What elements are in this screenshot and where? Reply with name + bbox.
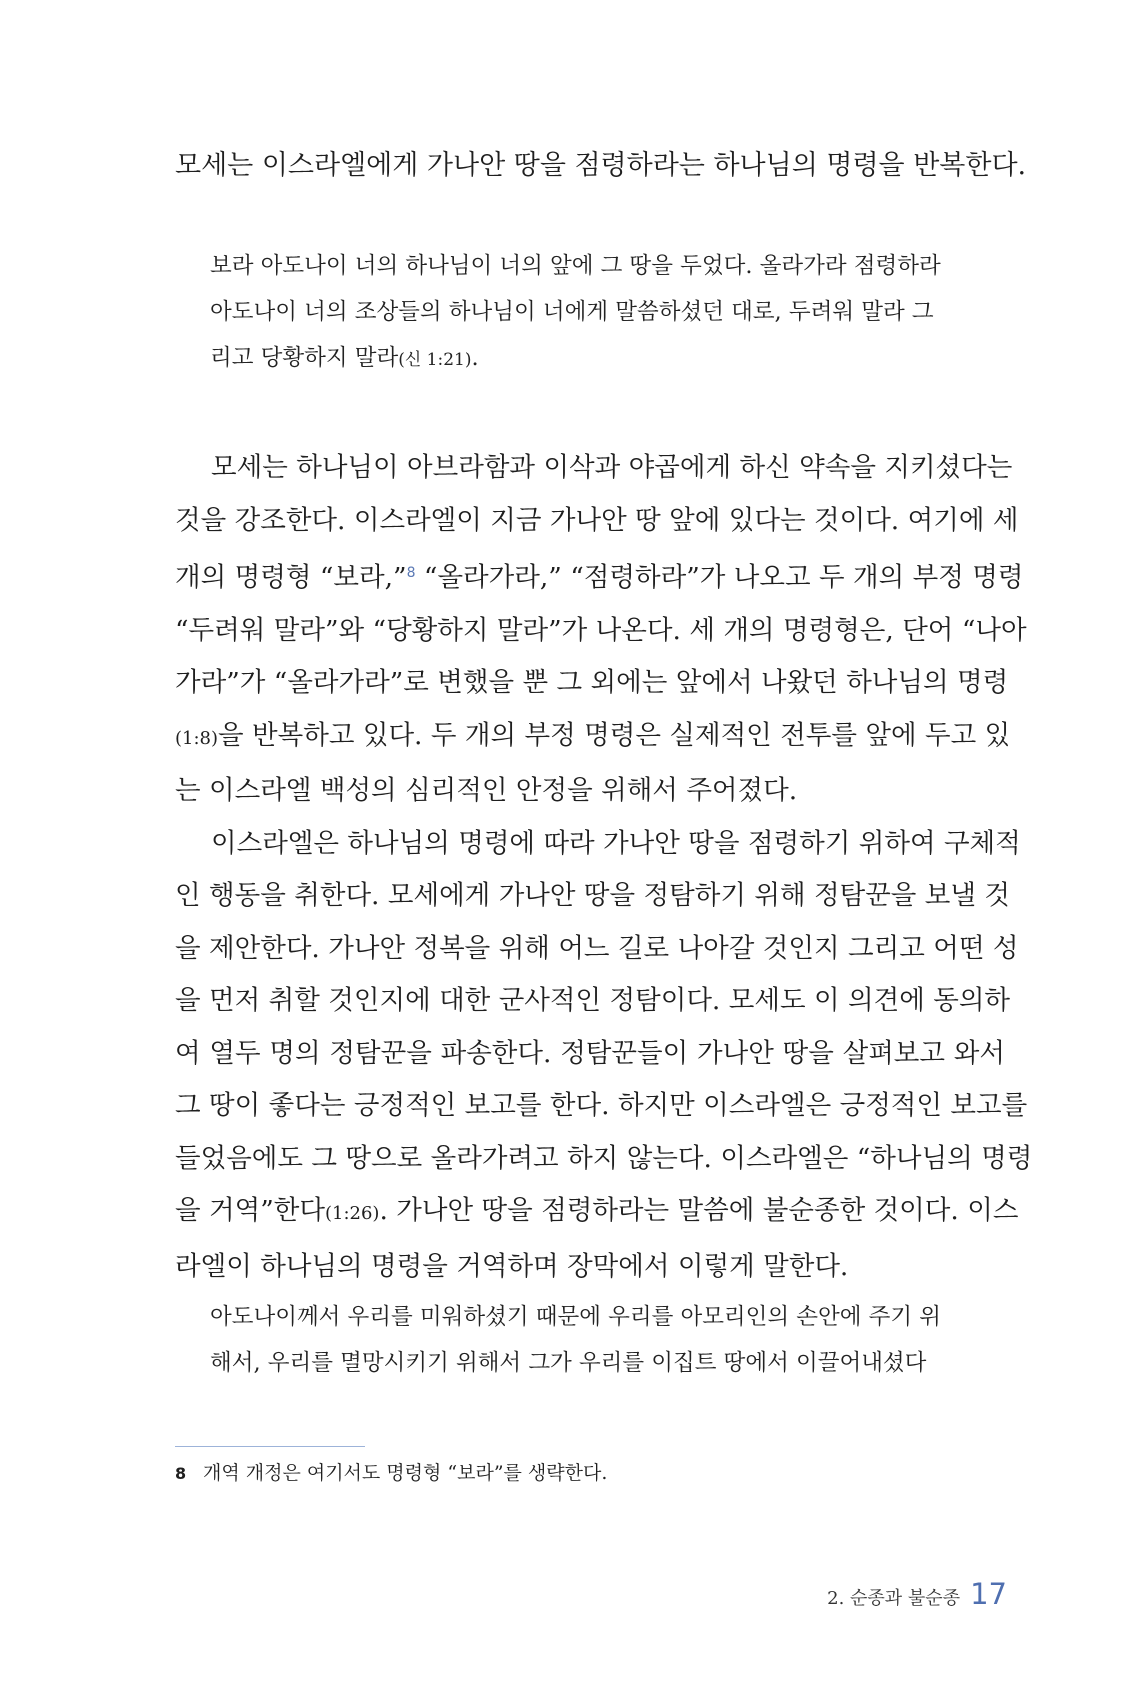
body-line: 들었음에도 그 땅으로 올라가려고 하지 않는다. 이스라엘은 “하나님의 명령: [175, 1142, 1033, 1174]
quote-line: [210, 335, 1000, 383]
intro-paragraph: 모세는 이스라엘에게 가나안 땅을 점령하라는 하나님의 명령을 반복한다.: [175, 150, 1027, 181]
body-line-text: “올라가라,” “점령하라”가 나오고 두 개의 부정 명령: [415, 562, 1024, 593]
body-line: 을 먼저 취할 것인지에 대한 군사적인 정탐이다. 모세도 이 의견에 동의하: [175, 985, 1011, 1016]
body-line: 라엘이 하나님의 명령을 거역하며 장막에서 이렇게 말한다.: [175, 1250, 849, 1282]
body-line: 그 땅이 좋다는 긍정적인 보고를 한다. 하지만 이스라엘은 긍정적인 보고를: [175, 1090, 1028, 1121]
scripture-reference: (신 1:21): [398, 350, 472, 370]
verse-reference: (1:8): [175, 727, 219, 749]
body-line: 모세는 하나님이 아브라함과 이삭과 야곱에게 하신 약속을 지키셨다는: [211, 452, 1013, 483]
page-number: 17: [970, 1577, 1007, 1611]
body-line-text: 을 반복하고 있다. 두 개의 부정 명령은 실제적인 전투를 앞에 두고 있: [218, 719, 1011, 751]
quote-line: 아도나이 너의 조상들의 하나님이 너에게 말씀하셨던 대로, 두려워 말라 그: [210, 299, 934, 325]
footnote-divider: [175, 1446, 365, 1447]
quote-line: 보라 아도나이 너의 하나님이 너의 앞에 그 땅을 두었다. 올라가라 점령하라: [210, 253, 941, 279]
footnote-number: 8: [175, 1464, 187, 1483]
body-line: [175, 547, 1024, 605]
quote-line: 해서, 우리를 멸망시키기 위해서 그가 우리를 이집트 땅에서 이끌어내셨다: [210, 1350, 927, 1376]
body-line: [175, 710, 1011, 766]
body-line-text: 을 거역”한다: [175, 1195, 325, 1226]
verse-reference: (1:26): [324, 1203, 380, 1224]
running-footer: [827, 1577, 1007, 1611]
body-line: “두려워 말라”와 “당황하지 말라”가 나온다. 세 개의 명령형은, 단어 “나아: [175, 614, 1027, 646]
body-line-text: 개의 명령형 “보라,”: [175, 562, 407, 593]
body-text: [175, 442, 1033, 1293]
body-line: 여 열두 명의 정탐꾼을 파송한다. 정탐꾼들이 가나안 땅을 살펴보고 와서: [175, 1037, 1005, 1069]
body-line: 것을 강조한다. 이스라엘이 지금 가나안 땅 앞에 있다는 것이다. 여기에 세: [175, 504, 1019, 536]
body-line: 는 이스라엘 백성의 심리적인 안정을 위해서 주어졌다.: [175, 775, 798, 806]
body-line: 을 제안한다. 가나안 정복을 위해 어느 길로 나아갈 것인지 그리고 어떤 성: [175, 932, 1019, 964]
body-line-text: . 가나안 땅을 점령하라는 말씀에 불순종한 것이다. 이스: [379, 1195, 1019, 1226]
body-line: 이스라엘은 하나님의 명령에 따라 가나안 땅을 점령하기 위하여 구체적: [211, 827, 1021, 859]
footnote: [175, 1458, 607, 1489]
chapter-title: 2. 순종과 불순종: [827, 1588, 961, 1609]
block-quote-deuteronomy: [210, 243, 1000, 383]
quote-line: 아도나이께서 우리를 미워하셨기 때문에 우리를 아모리인의 손안에 주기 위: [210, 1304, 942, 1330]
footnote-marker[interactable]: 8: [406, 565, 416, 581]
body-line: 인 행동을 취한다. 모세에게 가나안 땅을 정탐하기 위해 정탐꾼을 보낼 것: [175, 880, 1011, 911]
body-line: [175, 1185, 1019, 1241]
block-quote-complaint: [210, 1294, 1000, 1386]
footnote-text: 개역 개정은 여기서도 명령형 “보라”를 생략한다.: [203, 1462, 608, 1484]
quote-line-text: 리고 당황하지 말라: [210, 345, 399, 371]
quote-end-punctuation: .: [471, 345, 479, 371]
body-line: 가라”가 “올라가라”로 변했을 뿐 그 외에는 앞에서 나왔던 하나님의 명령: [175, 667, 1009, 698]
